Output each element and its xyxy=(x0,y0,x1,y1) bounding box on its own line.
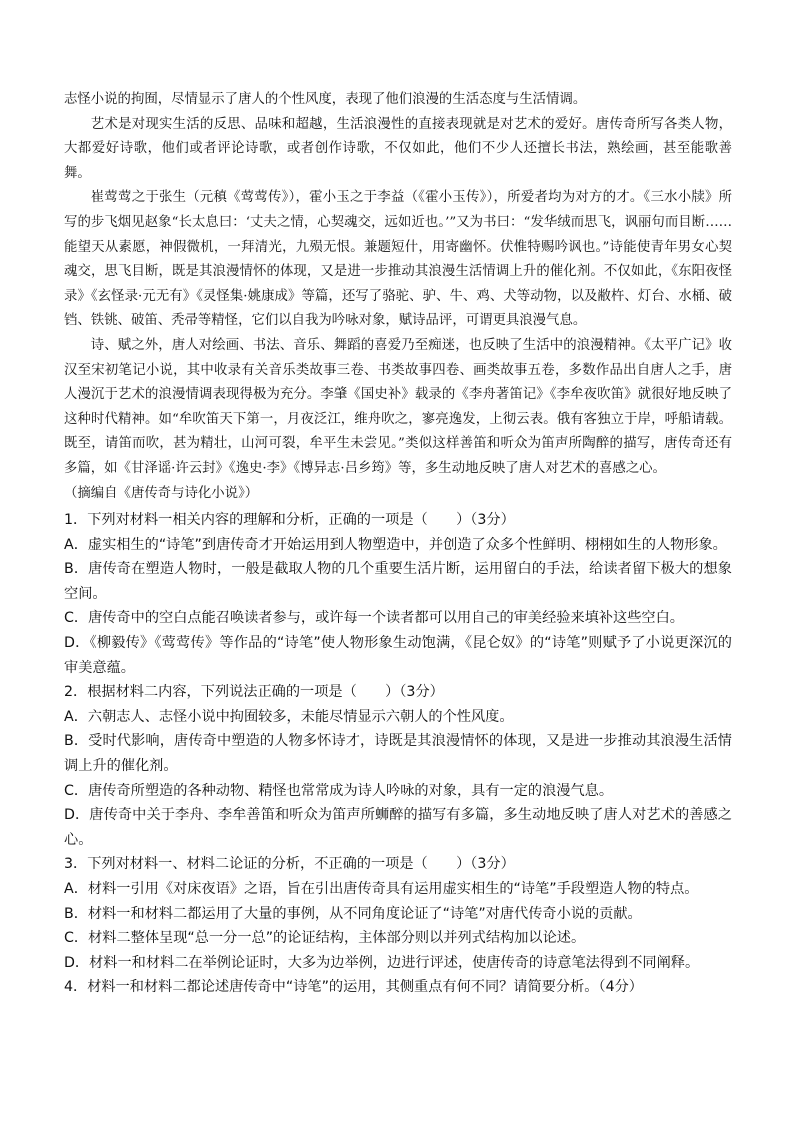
option-a: A．材料一引用《对床夜语》之语，旨在引出唐传奇具有运用虚实相生的“诗笔”手段塑造人物的特点。 xyxy=(64,881,699,897)
question-stem: 2．根据材料二内容，下列说法正确的一项是（ ）（3分） xyxy=(64,684,444,701)
option-b: B．唐传奇在塑造人物时，一般是截取人物的几个重要生活片断，运用留白的手法，给读者留下极大的想象空间。 xyxy=(64,561,732,602)
passage-paragraph: 艺术是对现实生活的反思、品味和超越，生活浪漫性的直接表现就是对艺术的爱好。唐传奇所写各类人物，大都爱好诗歌，他们或者评论诗歌，或者创作诗歌，不仅如此，他们不少人还擅长书法，熟绘画，甚至能歌善舞。 xyxy=(64,116,732,181)
passage-paragraph: 志怪小说的拘囿，尽情显示了唐人的个性风度，表现了他们浪漫的生活态度与生活情调。 xyxy=(64,92,587,107)
option-b: B．受时代影响，唐传奇中塑造的人物多怀诗才，诗既是其浪漫情怀的体现，又是进一步推动其浪漫生活情调上升的催化剂。 xyxy=(64,733,732,775)
question-4 xyxy=(64,975,732,1000)
option-c: C．材料二整体呈现“总一分一总”的论证结构，主体部分则以并列式结构加以论述。 xyxy=(64,930,586,947)
question-list xyxy=(64,508,732,1000)
option-d: D．材料一和材料二在举例论证时，大多为边举例，边进行评述，使唐传奇的诗意笔法得到不同阐释。 xyxy=(64,954,700,971)
option-c: C．唐传奇所塑造的各种动物、精怪也常常成为诗人吟咏的对象，具有一定的浪漫气息。 xyxy=(64,782,614,799)
question-stem: 1．下列对材料一相关内容的理解和分析，正确的一项是（ ）（3分） xyxy=(64,512,515,529)
question-stem: 4．材料一和材料二都论述唐传奇中“诗笔”的运用，其侧重点有何不同？请简要分析。（4分） xyxy=(64,979,643,996)
reading-passage xyxy=(64,88,732,506)
passage-source: （摘编自《唐传奇与诗化小说》） xyxy=(64,485,259,501)
question-3 xyxy=(64,852,732,975)
option-a: A．虚实相生的“诗笔”到唐传奇才开始运用到人物塑造中，并创造了众多个性鲜明、栩栩如生的人物形象。 xyxy=(64,536,727,553)
question-1 xyxy=(64,508,732,680)
option-d: D．唐传奇中关于李舟、李牟善笛和听众为笛声所蛳醉的描写有多篇，多生动地反映了唐人对艺术的善感之心。 xyxy=(64,807,732,848)
option-d: D．《柳毅传》《莺莺传》等作品的“诗笔”使人物形象生动饱满，《昆仑奴》的“诗笔”则赋予了小说更深沉的审美意蕴。 xyxy=(64,635,732,676)
option-c: C．唐传奇中的空白点能召唤读者参与，或许每一个读者都可以用自己的审美经验来填补这些空白。 xyxy=(64,610,684,627)
option-a: A．六朝志人、志怪小说中拘囿较多，未能尽情显示六朝人的个性风度。 xyxy=(64,708,514,725)
passage-paragraph: 诗、赋之外，唐人对绘画、书法、音乐、舞蹈的喜爱乃至痴迷，也反映了生活中的浪漫精神。《太平广记》收汉至宋初笔记小说，其中收录有关音乐类故事三卷、书类故事四卷、画类故事五卷，多数作品出自唐人之手，唐人漫沉于艺术的浪漫情调表现得极为充分。李肇《国史补》载录的《李舟著笛记》《李牟夜吹笛》就很好地反映了这种时代精神。如“牟吹笛天下第一，月夜泛江，维舟吹之，寥亮逸发，上彻云表。俄有客独立于岸，呼船请载。既至，请笛而吹，甚为精壮，山河可裂，牟平生未尝见。”类似这样善笛和听众为笛声所陶醉的描写，唐传奇还有多篇，如《甘泽谣·许云封》《逸史·李》《博异志·吕乡筠》等，多生动地反映了唐人对艺术的喜感之心。 xyxy=(64,337,732,476)
passage-paragraph: 崔莺莺之于张生（元稹《莺莺传》），霍小玉之于李益（《霍小玉传》），所爱者均为对方的才。《三水小牍》所写的步飞烟见赵象“长太息曰：‘丈夫之情，心契魂交，远如近也。’”又为书曰：“发华绒而思飞，讽丽句而目断……能望天从素愿，神假微机，一拜清光，九殒无恨。兼题短什，用寄幽怀。伏惟特赐吟讽也。”诗能使青年男女心契魂交，思飞目断，既是其浪漫情怀的体现，又是进一步推动其浪漫生活情调上升的催化剂。不仅如此，《东阳夜怪录》《玄怪录·元无有》《灵怪集·姚康成》等篇，还写了骆驼、驴、牛、鸡、犬等动物，以及敝杵、灯台、水桶、破铛、铁铫、破笛、秃帚等精怪，它们以自我为吟咏对象，赋诗品评，可谓更具浪漫气息。 xyxy=(64,190,732,329)
question-stem: 3．下列对材料一、材料二论证的分析，不正确的一项是（ ）（3分） xyxy=(64,856,515,873)
question-2 xyxy=(64,680,732,852)
option-b: B．材料一和材料二都运用了大量的事例，从不同角度论证了“诗笔”对唐代传奇小说的贡献。 xyxy=(64,905,642,922)
